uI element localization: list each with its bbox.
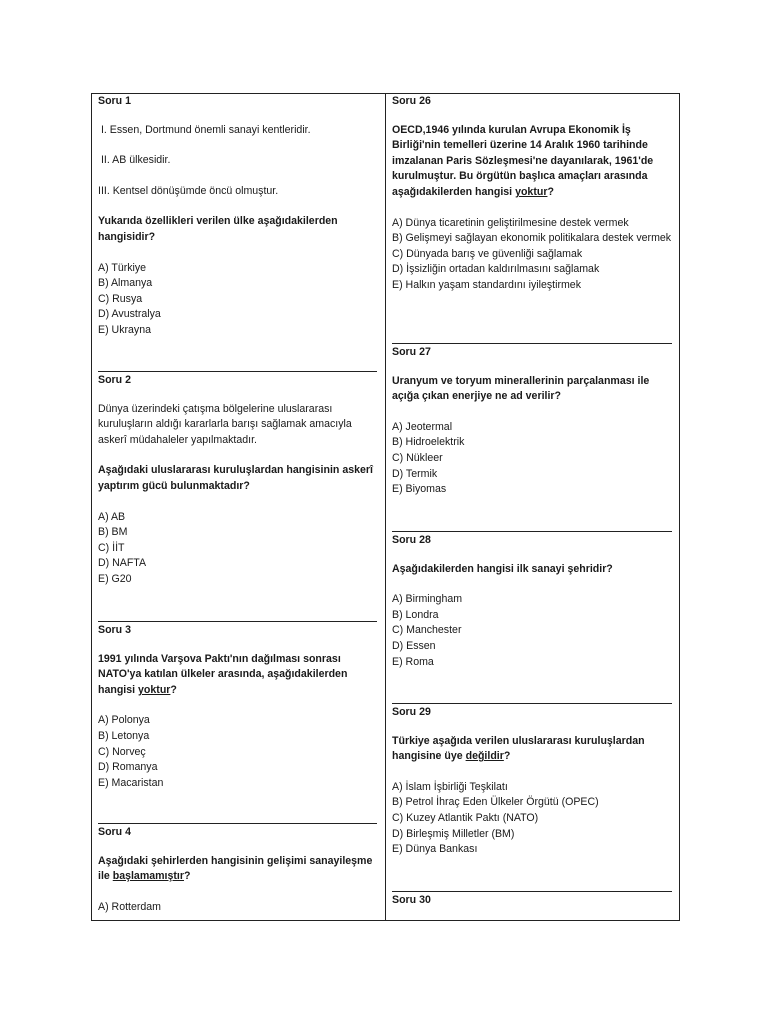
question-title: Soru 29: [392, 706, 431, 718]
statement: III. Kentsel dönüşümde öncü olmuştur.: [98, 184, 279, 197]
question-title: Soru 4: [98, 826, 131, 838]
options-list: [392, 592, 672, 670]
option: D) Termik: [392, 467, 438, 480]
options-list: [392, 780, 672, 858]
question-keyword: yoktur: [515, 185, 548, 198]
separator: [392, 703, 672, 704]
question-text: [392, 734, 672, 765]
question-28: [392, 533, 672, 670]
option: A) Jeotermal: [392, 420, 453, 433]
option: A) Polonya: [98, 714, 150, 727]
statement: I. Essen, Dortmund önemli sanayi kentleridir.: [98, 123, 311, 136]
question-text: [392, 123, 672, 201]
question-title: Soru 28: [392, 534, 431, 546]
options-list: [392, 216, 672, 294]
question-text: [98, 652, 377, 699]
question-text-part: Türkiye aşağıda verilen uluslararası kuruluşlardan hangisine üye: [392, 734, 645, 763]
option: C) Manchester: [392, 624, 462, 637]
question-title: Soru 30: [392, 894, 431, 906]
question-2: [98, 373, 377, 588]
option: C) Kuzey Atlantik Paktı (NATO): [392, 811, 539, 824]
option: A) Dünya ticaretinin geliştirilmesine destek vermek: [392, 216, 629, 229]
option: D) Birleşmiş Milletler (BM): [392, 827, 515, 840]
right-column: [385, 94, 680, 920]
question-3: [98, 623, 377, 791]
option: C) Dünyada barış ve güvenliği sağlamak: [392, 247, 583, 260]
separator: [98, 371, 377, 372]
question-text-part: 1991 yılında Varşova Paktı'nın dağılması sonrası NATO'ya katılan ülkeler arasında, aşağıdakilerden hangisi: [98, 652, 348, 696]
options-list: [98, 261, 377, 339]
question-text-part: ?: [547, 185, 554, 198]
question-26: [392, 94, 672, 294]
separator: [392, 343, 672, 344]
question-29: [392, 705, 672, 858]
question-keyword: başlamamıştır: [112, 870, 184, 883]
question-title: Soru 2: [98, 374, 131, 386]
option: B) Letonya: [98, 729, 150, 742]
option: D) Avustralya: [98, 308, 161, 321]
question-text: Aşağıdaki uluslararası kuruluşlardan hangisinin askerî yaptırım gücü bulunmaktadır?: [98, 464, 373, 492]
separator: [98, 823, 377, 824]
option: C) Norveç: [98, 745, 146, 758]
question-30: [392, 893, 672, 922]
option: D) Romanya: [98, 761, 158, 774]
question-title: Soru 3: [98, 624, 131, 636]
option: C) Nükleer: [392, 451, 443, 464]
option: E) Biyomas: [392, 483, 447, 496]
question-text: [98, 854, 377, 885]
question-text-part: ?: [170, 683, 177, 696]
option: E) G20: [98, 572, 132, 585]
option: E) Macaristan: [98, 776, 164, 789]
question-text: Yukarıda özellikleri verilen ülke aşağıdakilerden hangisidir?: [98, 215, 338, 243]
option: A) Rotterdam: [98, 900, 161, 913]
question-intro: Dünya üzerindeki çatışma bölgelerine uluslararası kuruluşların aldığı kararlarla barışı sağlamak amacıyla askerî müdahaleler yapılmaktadır.: [98, 402, 352, 446]
option: E) Ukrayna: [98, 323, 151, 336]
option: C) Rusya: [98, 292, 143, 305]
option: D) İşsizliğin ortadan kaldırılmasını sağlamak: [392, 263, 600, 276]
question-1: [98, 94, 377, 339]
separator: [392, 531, 672, 532]
exam-page: [91, 93, 680, 921]
option: E) Roma: [392, 655, 434, 668]
option: B) Almanya: [98, 277, 153, 290]
question-title: Soru 26: [392, 95, 431, 107]
options-list: [98, 713, 377, 791]
option: E) Halkın yaşam standardını iyileştirmek: [392, 278, 581, 291]
option: B) BM: [98, 526, 128, 539]
question-text: Aşağıdakilerden hangisi ilk sanayi şehridir?: [392, 562, 613, 575]
question-27: [392, 345, 672, 498]
question-title: Soru 1: [98, 95, 131, 107]
options-list: [392, 420, 672, 498]
question-title: Soru 27: [392, 346, 431, 358]
question-keyword: yoktur: [138, 683, 171, 696]
question-text: Uranyum ve toryum minerallerinin parçalanması ile açığa çıkan enerjiye ne ad verilir?: [392, 374, 650, 403]
option: A) Birmingham: [392, 593, 463, 606]
options-list: [98, 900, 377, 916]
statement: II. AB ülkesidir.: [98, 154, 171, 167]
option: D) NAFTA: [98, 557, 147, 570]
option: A) İslam İşbirliği Teşkilatı: [392, 780, 508, 793]
options-list: [98, 510, 377, 588]
option: D) Essen: [392, 639, 436, 652]
question-text-part: OECD,1946 yılında kurulan Avrupa Ekonomik İş Birliği'nin temelleri üzerine 14 Aralık 1960 tarihinde imzalanan Paris Sözleşmesi'ne dayanılarak, 1961'de kurulmuştur. Bu örgütün başlıca amaçları arasında aşağıdakilerden hangisi: [392, 123, 654, 198]
option: A) AB: [98, 510, 126, 523]
question-text-part: ?: [503, 750, 511, 763]
separator: [98, 621, 377, 622]
option: B) Gelişmeyi sağlayan ekonomik politikalara destek vermek: [392, 232, 672, 245]
question-keyword: değildir: [465, 750, 504, 763]
question-4: [98, 825, 377, 915]
option: C) İİT: [98, 541, 125, 554]
option: B) Petrol İhraç Eden Ülkeler Örgütü (OPEC): [392, 796, 599, 809]
left-column: [92, 94, 385, 920]
question-text-part: Aşağıdaki şehirlerden hangisinin gelişimi sanayileşme ile: [98, 854, 373, 883]
question-text-part: ?: [183, 870, 191, 883]
option: E) Dünya Bankası: [392, 843, 478, 856]
option: A) Türkiye: [98, 261, 147, 274]
separator: [392, 891, 672, 892]
option: B) Hidroelektrik: [392, 436, 465, 449]
option: B) Londra: [392, 608, 439, 621]
